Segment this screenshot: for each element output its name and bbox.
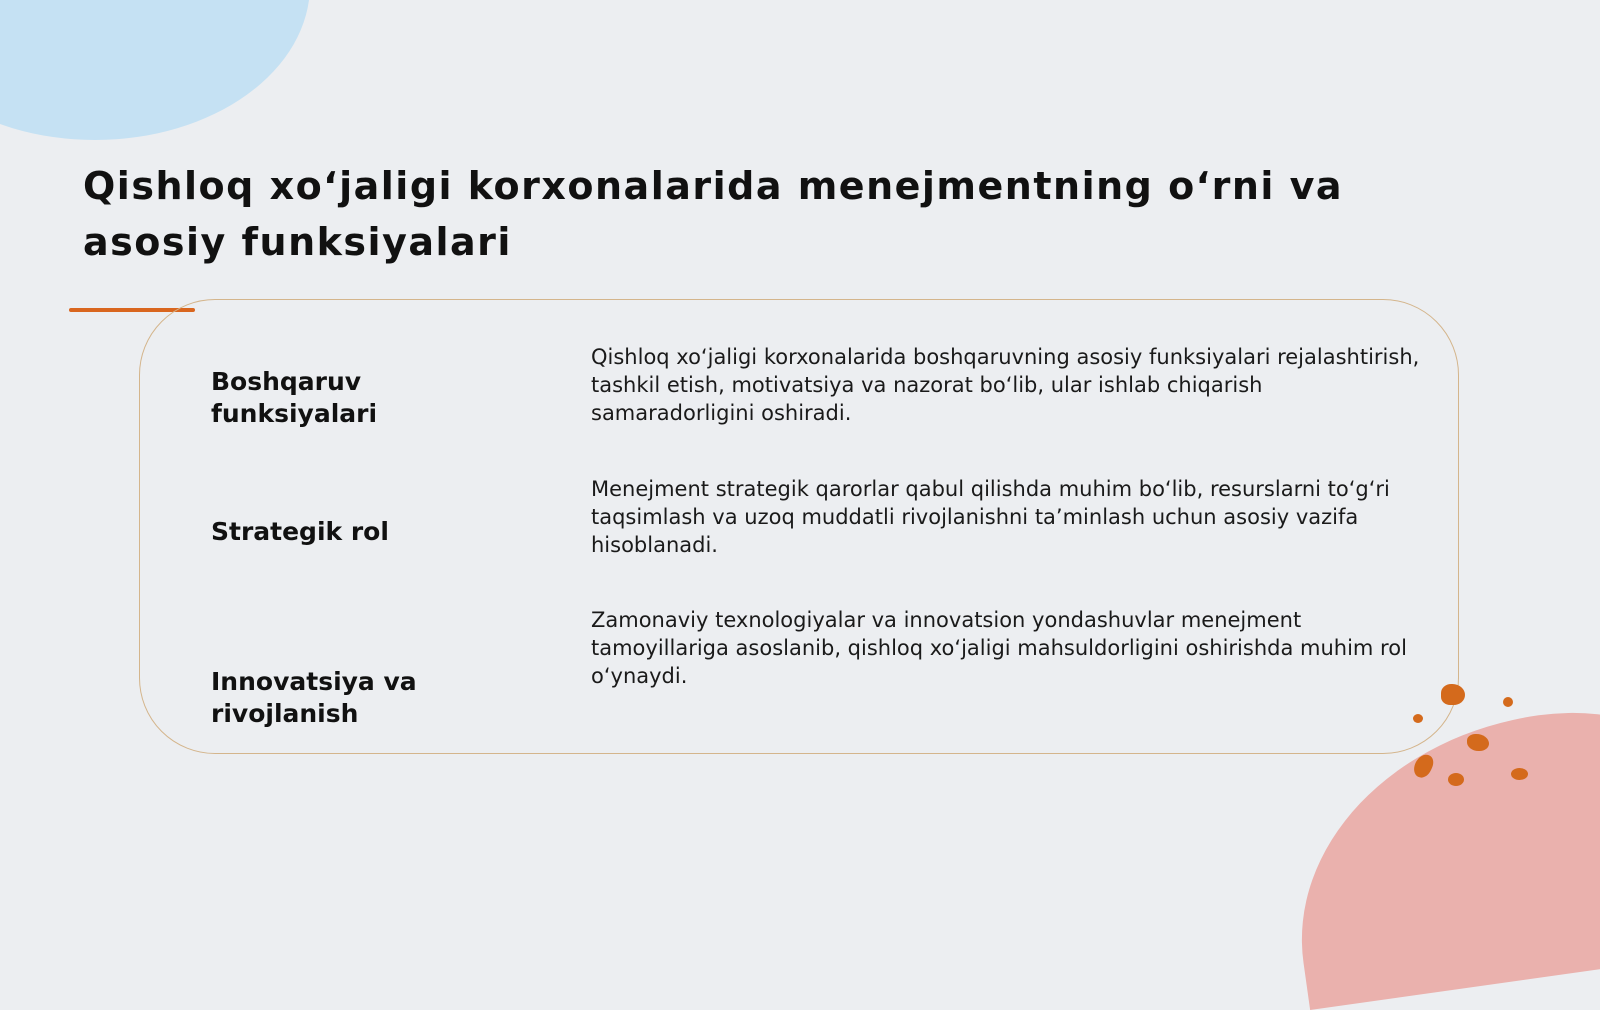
speck [1441,684,1465,705]
row-label-boshqaruv: Boshqaruv funksiyalari [211,367,378,428]
speck [1413,714,1423,723]
row-label-innovatsiya: Innovatsiya va rivojlanish [211,667,417,728]
row-text-boshqaruv: Qishloq xo‘jaligi korxonalarida boshqaruvning asosiy funksiyalari rejalashtirish, tashkil etish, motivatsiya va nazorat bo‘lib, ular ishlab chiqarish samaradorligini oshiradi. [591,345,1420,425]
slide-title: Qishloq xo‘jaligi korxonalarida menejmentning o‘rni va asosiy funksiyalari [83,164,1344,264]
speck [1448,773,1464,786]
decorative-blue-blob [0,0,310,140]
speck [1511,768,1528,780]
row-label-strategik: Strategik rol [211,517,389,546]
speck [1467,734,1489,751]
speck [1503,697,1513,707]
row-text-innovatsiya: Zamonaviy texnologiyalar va innovatsion yondashuvlar menejment tamoyillariga asoslanib, qishloq xo‘jaligi mahsuldorligini oshirishda muhim rol o‘ynaydi. [591,608,1407,688]
row-text-strategik: Menejment strategik qarorlar qabul qilishda muhim bo‘lib, resurslarni to‘g‘ri taqsimlash va uzoq muddatli rivojlanishni ta’minlash uchun asosiy vazifa hisoblanadi. [591,477,1390,557]
